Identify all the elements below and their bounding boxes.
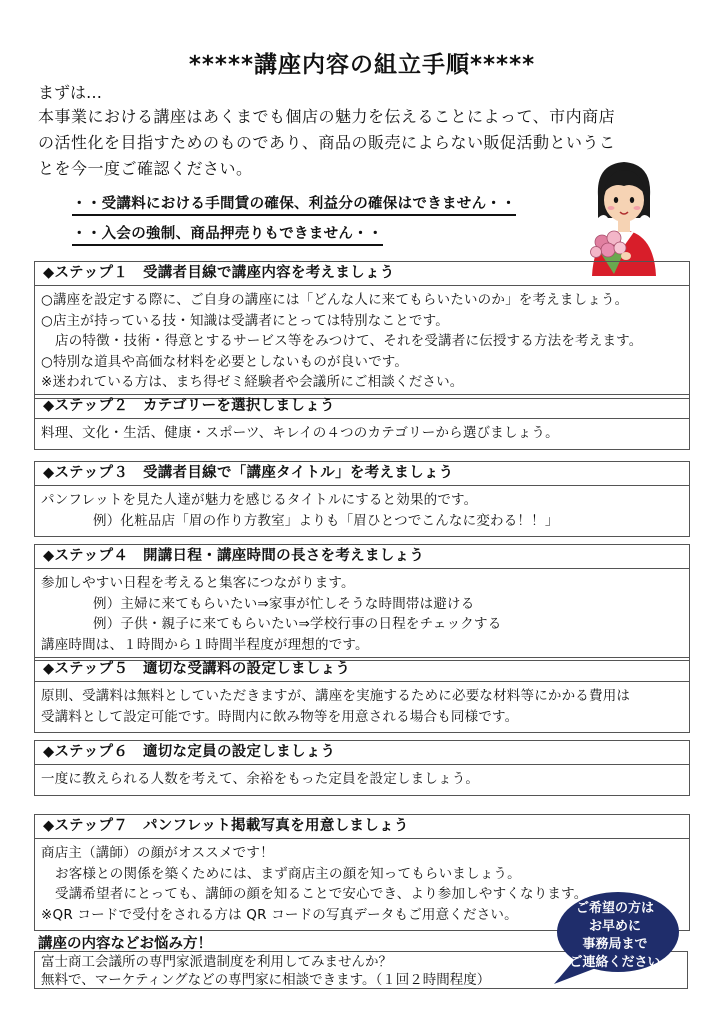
notice-no-forced-sales: ・・入会の強制、商品押売りもできません・・ [72, 222, 383, 246]
step-3-box [34, 461, 690, 537]
step-3-heading: ◆ステップ３ 受講者目線で「講座タイトル」を考えましょう [35, 462, 689, 486]
bubble-line: ご希望の方は [575, 901, 654, 916]
step-4-heading: ◆ステップ４ 開講日程・講座時間の長さを考えましょう [35, 545, 689, 569]
step-1-line: ○店主が持っている技・知識は受講者にとっては特別なことです。 [41, 312, 449, 329]
mascot-illustration [578, 156, 670, 276]
step-4-box [34, 544, 690, 661]
step-2-body [35, 419, 689, 449]
step-5-body [35, 682, 689, 732]
step-6-heading: ◆ステップ６ 適切な定員の設定しましょう [35, 741, 689, 765]
step-7-line: ※QR コードで受付をされる方は QR コードの写真データもご用意ください。 [41, 906, 518, 923]
step-1-line: ○講座を設定する際に、ご自身の講座には「どんな人に来てもらいたいのか」を考えましょう。 [41, 292, 629, 308]
step-3-line: 例）化粧品店「眉の作り方教室」よりも「眉ひとつでこんなに変わる！！」 [93, 512, 559, 529]
step-4-line: 講座時間は、１時間から１時間半程度が理想的です。 [41, 636, 369, 653]
step-1-heading: ◆ステップ１ 受講者目線で講座内容を考えましょう [35, 262, 689, 286]
step-6-box [34, 740, 690, 796]
step-4-line: 参加しやすい日程を考えると集客につながります。 [41, 575, 355, 591]
step-1-line: ※迷われている方は、まち得ゼミ経験者や会議所にご相談ください。 [41, 374, 464, 390]
consult-heading: 講座の内容などお悩み方！ [38, 936, 212, 952]
step-7-line: 商店主（講師）の顔がオススメです！ [41, 845, 274, 861]
step-7-line: お客様との関係を築くためには、まず商店主の顔を知ってもらいましょう。 [55, 865, 521, 882]
step-1-body [35, 286, 689, 398]
step-7-line: 受講希望者にとっても、講師の顔を知ることで安心でき、より参加しやすくなります。 [55, 886, 588, 902]
step-4-line: 例）子供・親子に来てもらいたい⇒学校行事の日程をチェックする [93, 616, 502, 632]
consult-line: 無料で、マーケティングなどの専門家に相談できます。（１回２時間程度） [41, 972, 491, 988]
step-6-line: 一度に教えられる人数を考えて、余裕をもった定員を設定しましょう。 [41, 771, 480, 787]
step-1-box [34, 261, 690, 399]
bubble-line: お早めに [588, 919, 641, 934]
step-3-body [35, 486, 689, 536]
step-2-heading: ◆ステップ２ カテゴリーを選択しましょう [35, 395, 689, 419]
step-4-line: 例）主婦に来てもらいたい⇒家事が忙しそうな時間帯は避ける [93, 595, 475, 612]
bubble-line: 事務局まで [582, 937, 648, 952]
consult-line: 富士商工会議所の専門家派遣制度を利用してみませんか？ [41, 954, 392, 970]
step-2-box [34, 394, 690, 450]
step-6-body [35, 765, 689, 795]
step-4-body [35, 569, 689, 660]
step-3-line: パンフレットを見た人達が魅力を感じるタイトルにすると効果的です。 [41, 492, 478, 508]
step-1-line: 店の特徴・技術・得意とするサービス等をみつけて、それを受講者に伝授する方法を考えます。 [55, 333, 643, 349]
step-2-line: 料理、文化・生活、健康・スポーツ、キレイの４つのカテゴリーから選びましょう。 [41, 425, 559, 441]
step-5-box [34, 657, 690, 733]
step-5-line: 原則、受講料は無料としていただきますが、講座を実施するために必要な材料等にかかる費用は [41, 688, 631, 704]
step-5-heading: ◆ステップ５ 適切な受講料の設定しましょう [35, 658, 689, 682]
step-7-heading: ◆ステップ７ パンフレット掲載写真を用意しましょう [35, 815, 689, 839]
intro-line: の活性化を目指すためのものであり、商品の販売によらない販促活動というこ [38, 133, 616, 152]
intro-heading: まずは… [38, 83, 103, 102]
contact-bubble-text [552, 900, 678, 972]
step-5-line: 受講料として設定可能です。時間内に飲み物等を用意される場合も同様です。 [41, 708, 519, 725]
step-1-line: ○特別な道具や高価な材料を必要としないものが良いです。 [41, 353, 409, 370]
bubble-line: ご連絡ください [569, 955, 661, 970]
intro-line: 本事業における講座はあくまでも個店の魅力を伝えることによって、市内商店 [38, 107, 616, 126]
notice-no-profit: ・・受講料における手間賃の確保、利益分の確保はできません・・ [72, 192, 516, 216]
intro-line: とを今一度ご確認ください。 [38, 159, 253, 178]
page-title: *****講座内容の組立手順***** [188, 52, 536, 78]
